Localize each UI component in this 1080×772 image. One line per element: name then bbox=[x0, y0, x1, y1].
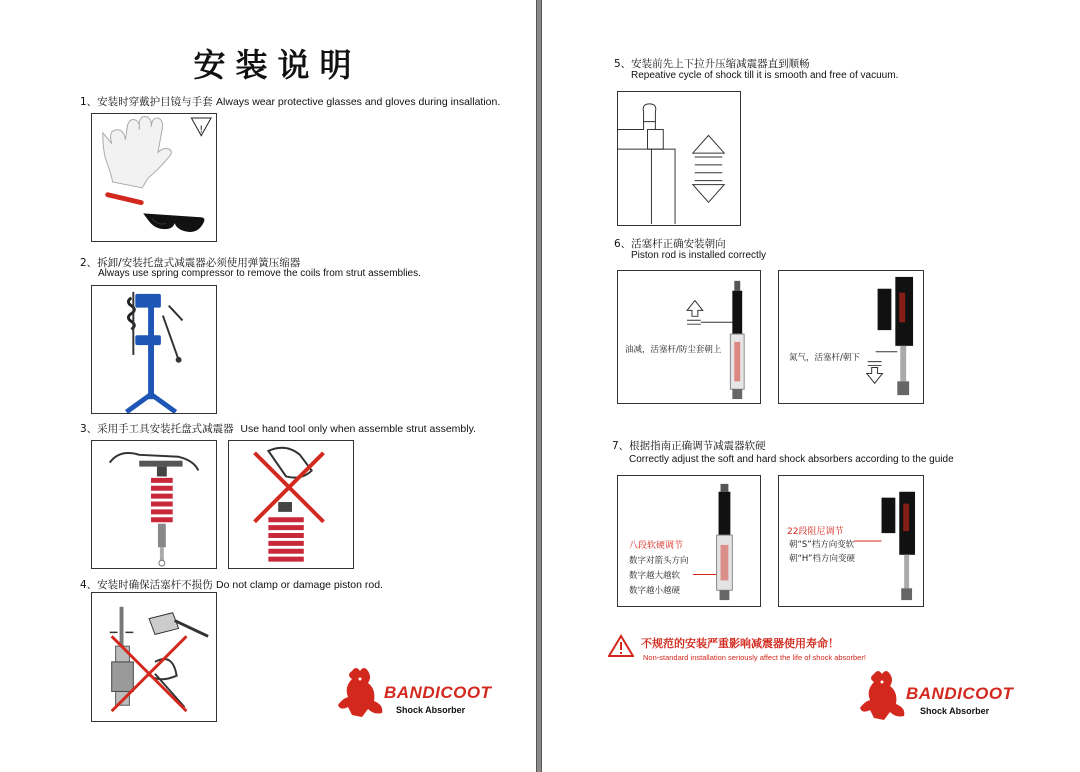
warning-notice bbox=[608, 634, 938, 666]
step-7-heading-en: Correctly adjust the soft and hard shock absorbers according to the guide bbox=[629, 454, 954, 465]
step-1-en: Always wear protective glasses and gloves during insallation. bbox=[216, 96, 501, 108]
bandicoot-mascot-icon bbox=[860, 668, 906, 720]
brand-logo bbox=[860, 668, 1020, 723]
hand-tool-wrong-figure bbox=[228, 440, 354, 569]
step-6-heading-en: Piston rod is installed correctly bbox=[631, 250, 767, 261]
warning-triangle-icon bbox=[608, 634, 634, 658]
nitrogen-shock-orientation-figure bbox=[778, 270, 924, 404]
shock-cycle-illustration bbox=[618, 92, 740, 225]
eight-stage-line-3: 数字越小越硬 bbox=[629, 586, 681, 596]
right-page bbox=[541, 0, 1080, 772]
twenty-two-stage-line-1: 朝“S”档方向变软 bbox=[789, 540, 855, 550]
piston-rod-clamp-illustration bbox=[92, 593, 216, 721]
warning-cn: 不规范的安装严重影响减震器使用寿命！ bbox=[641, 637, 839, 650]
brand-name: BANDICOOT bbox=[906, 684, 1014, 703]
oil-shock-rod-up-illustration bbox=[618, 271, 760, 403]
step-3-en: Use hand tool only when assemble strut assembly. bbox=[240, 423, 476, 435]
step-6-heading-cn: 6、活塞杆正确安装朝向 bbox=[614, 238, 726, 250]
twenty-two-stage-title: 22段阻尼调节 bbox=[787, 527, 844, 537]
spring-compressor-illustration bbox=[92, 286, 216, 413]
eight-stage-line-2: 数字越大越软 bbox=[629, 571, 681, 581]
step-5-heading-en: Repeative cycle of shock till it is smooth and free of vacuum. bbox=[631, 70, 899, 81]
step-1-heading bbox=[80, 94, 500, 109]
brand-name: BANDICOOT bbox=[384, 683, 492, 702]
step-3-cn: 3、采用手工具安装托盘式减震器 bbox=[80, 423, 234, 435]
twenty-two-stage-line-2: 朝“H”档方向变硬 bbox=[789, 554, 855, 564]
step-3-heading bbox=[80, 421, 476, 436]
warning-icon: ! bbox=[199, 124, 204, 136]
eight-stage-line-1: 数字对箭头方向 bbox=[629, 556, 689, 566]
gloves-glasses-illustration bbox=[92, 114, 216, 241]
eight-stage-adjust-figure bbox=[617, 475, 761, 607]
step-4-en: Do not clamp or damage piston rod. bbox=[216, 579, 383, 591]
hand-tool-strut-illustration bbox=[92, 441, 216, 568]
warning-en: Non-standard installation seriously affect the life of shock absorber! bbox=[643, 653, 866, 662]
brand-logo bbox=[338, 665, 498, 720]
hand-tool-correct-figure bbox=[91, 440, 217, 569]
step-5-heading-cn: 5、安装前先上下拉升压缩减震器直到顺畅 bbox=[614, 58, 810, 70]
spring-compressor-figure bbox=[91, 285, 217, 414]
step-2-heading-cn: 2、拆卸/安装托盘式减震器必须使用弹簧压缩器 bbox=[80, 257, 301, 269]
eight-stage-title: 八段软硬调节 bbox=[629, 541, 684, 551]
oil-shock-label: 油减，活塞杆/防尘套朝上 bbox=[625, 345, 722, 355]
gloves-glasses-figure bbox=[91, 113, 217, 242]
piston-rod-figure bbox=[91, 592, 217, 722]
brand-subtitle: Shock Absorber bbox=[396, 705, 466, 715]
oil-shock-orientation-figure bbox=[617, 270, 761, 404]
step-1-cn: 1、安装时穿戴护目镜与手套 bbox=[80, 96, 213, 108]
step-4-cn: 4、安装时确保活塞杆不损伤 bbox=[80, 579, 213, 591]
step-2-heading-en: Always use spring compressor to remove the coils from strut assemblies. bbox=[98, 268, 421, 279]
nitrogen-shock-rod-down-illustration bbox=[779, 271, 923, 403]
left-page bbox=[0, 0, 537, 772]
step-4-heading bbox=[80, 577, 383, 592]
bandicoot-mascot-icon bbox=[338, 665, 384, 717]
nitrogen-shock-label: 氮气，活塞杆/朝下 bbox=[789, 353, 860, 363]
shock-cycle-figure bbox=[617, 91, 741, 226]
step-7-heading-cn: 7、根据指南正确调节减震器软硬 bbox=[612, 440, 766, 452]
page-title: 安装说明 bbox=[193, 46, 362, 84]
power-tool-prohibited-illustration bbox=[229, 441, 353, 568]
brand-subtitle: Shock Absorber bbox=[920, 706, 990, 716]
twenty-two-stage-adjust-figure bbox=[778, 475, 924, 607]
